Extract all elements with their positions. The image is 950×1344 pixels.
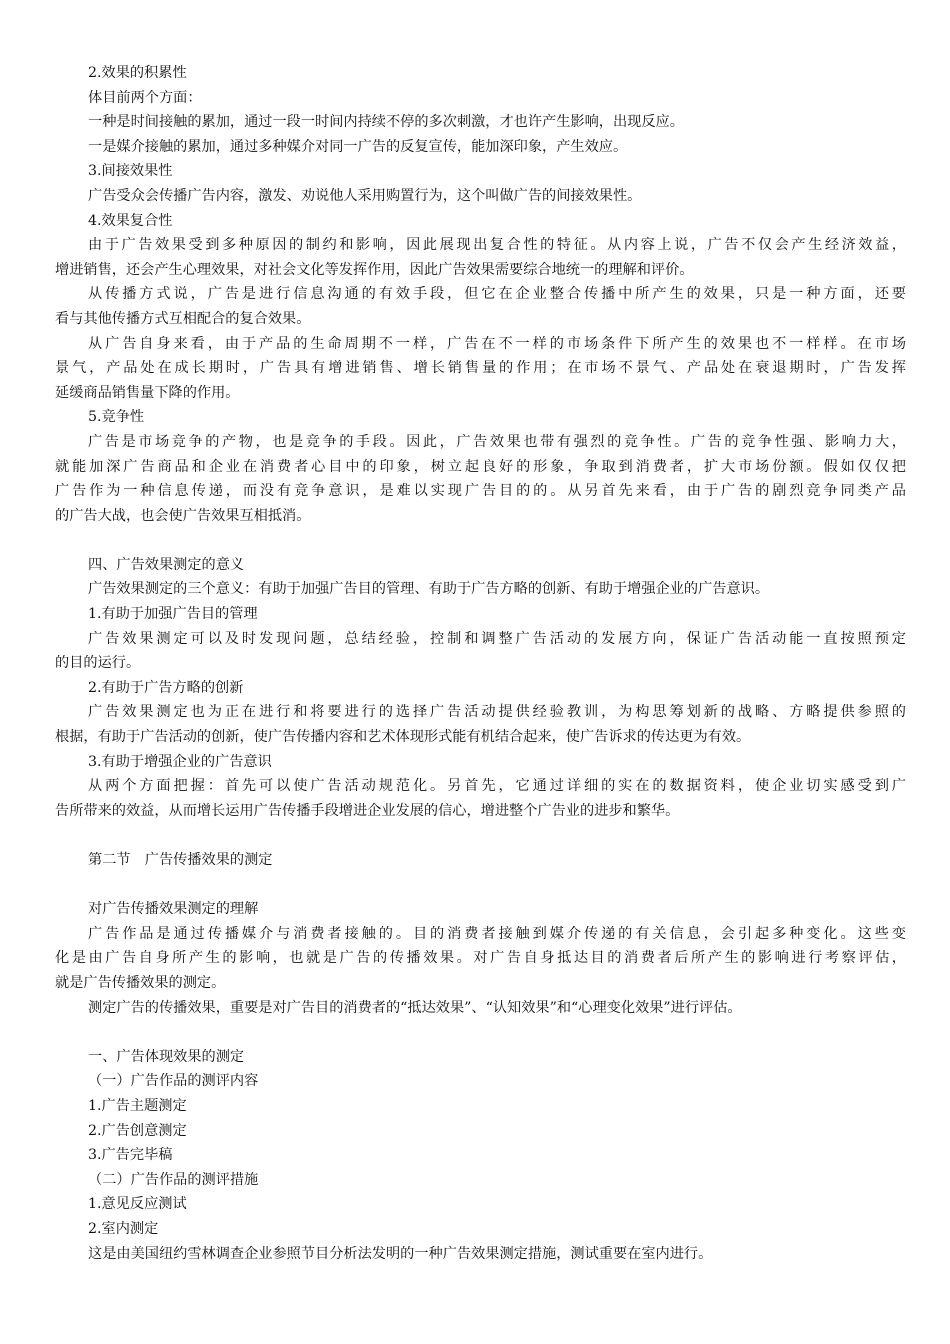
paragraph-line: 广告效果测定也为正在进行和将要进行的选择广告活动提供经验教训，为构思筹划新的战略、方略提供参照的 bbox=[88, 704, 906, 721]
paragraph-compound-factors bbox=[55, 233, 906, 282]
paragraph-line: 延缓商品销售量下降的作用。 bbox=[55, 384, 240, 401]
section-heading-expression-effect: 一、广告体现效果的测定 bbox=[88, 1048, 245, 1065]
list-item: 1.意见反应测试 bbox=[88, 1196, 187, 1213]
paragraph-product-lifecycle bbox=[55, 332, 906, 406]
heading-competitiveness: 5.竞争性 bbox=[88, 409, 145, 426]
list-item: 1.广告主题测定 bbox=[88, 1097, 187, 1114]
list-item: 2.广告创意测定 bbox=[88, 1122, 187, 1139]
paragraph-line: 化是由广告自身所产生的影响，也就是广告的传播效果。对广告自身抵达目的消费者后所产生的影响进行考察评估， bbox=[55, 950, 906, 967]
paragraph-line: 的目的运行。 bbox=[55, 655, 141, 672]
paragraph-target-management bbox=[55, 627, 906, 676]
section-spacer bbox=[55, 823, 906, 848]
paragraph-line: 增进销售，还会产生心理效果，对社会文化等发挥作用，因此广告效果需要综合地统一的理解和评价。 bbox=[55, 261, 694, 278]
paragraph-line: 广告效果测定的三个意义：有助于加强广告目的管理、有助于广告方略的创新、有助于增强企业的广告意识。 bbox=[88, 581, 770, 598]
paragraph-line: 就能加深广告商品和企业在消费者心目中的印象，树立起良好的形象，争取到消费者，扩大市场份额。假如仅仅把 bbox=[55, 458, 906, 475]
section-spacer bbox=[55, 1020, 906, 1045]
paragraph-line: 从传播方式说，广告是进行信息沟通的有效手段，但它在企业整合传播中所产生的效果，只是一种方面，还要 bbox=[88, 286, 906, 303]
chapter-heading-section-two: 第二节 广告传播效果的测定 bbox=[88, 852, 273, 868]
paragraph-line: 根据，有助于广告活动的创新，使广告传播内容和艺术体现形式能有机结合起来，使广告诉求的传达更为有效。 bbox=[55, 729, 751, 746]
list-item: 2.室内测定 bbox=[88, 1220, 159, 1237]
paragraph-line: 体目前两个方面： bbox=[88, 89, 202, 106]
paragraph-line: 广告受众会传播广告内容，激发、劝说他人采用购置行为，这个叫做广告的间接效果性。 bbox=[88, 187, 642, 204]
paragraph-line: 由于广告效果受到多种原因的制约和影响，因此展现出复合性的特征。从内容上说，广告不仅会产生经济效益， bbox=[88, 237, 906, 254]
paragraph-strategy-innovation bbox=[55, 700, 906, 749]
heading-compound-effect: 4.效果复合性 bbox=[88, 212, 173, 229]
paragraph-line: 一是媒介接触的累加，通过多种媒介对同一广告的反复宣传，能加深印象，产生效应。 bbox=[88, 138, 628, 155]
paragraph-line: 的广告大战，也会使广告效果互相抵消。 bbox=[55, 507, 311, 524]
subheading-evaluation-methods: （二）广告作品的测评措施 bbox=[88, 1171, 259, 1188]
paragraph-line: 广告作为一种信息传递，而没有竞争意识，是难以实现广告目的的。从另首先来看，由于广告的剧烈竞争同类产品 bbox=[55, 483, 906, 500]
paragraph-line: 告所带来的效益，从而增长运用广告传播手段增进企业发展的信心，增进整个广告业的进步和繁华。 bbox=[55, 802, 680, 819]
list-item: 3.广告完毕稿 bbox=[88, 1147, 173, 1164]
paragraph-line: 一种是时间接触的累加，通过一段一时间内持续不停的多次刺激，才也许产生影响，出现反应。 bbox=[88, 114, 684, 131]
section-heading-significance: 四、广告效果测定的意义 bbox=[88, 556, 245, 573]
paragraph-line: 广告是市场竞争的产物，也是竞争的手段。因此，广告效果也带有强烈的竞争性。广告的竞争性强、影响力大， bbox=[88, 433, 906, 450]
heading-target-management: 1.有助于加强广告目的管理 bbox=[88, 606, 258, 623]
heading-cumulative-effect: 2.效果的积累性 bbox=[88, 65, 187, 81]
paragraph-line: 从两个方面把握：首先可以使广告活动规范化。另首先，它通过详细的实在的数据资料，使企业切实感受到广 bbox=[88, 778, 906, 795]
paragraph-communication-effect bbox=[55, 922, 906, 996]
paragraph-line: 广告效果测定可以及时发现问题，总结经验，控制和调整广告活动的发展方向，保证广告活动能一直按照预定 bbox=[88, 630, 906, 647]
paragraph-competition bbox=[55, 430, 906, 528]
paragraph-line: 看与其他传播方式互相配合的复合效果。 bbox=[55, 310, 311, 327]
paragraph-line: 广告作品是通过传播媒介与消费者接触的。目的消费者接触到媒介传递的有关信息，会引起多种变化。这些变 bbox=[88, 925, 906, 942]
paragraph-advertising-awareness bbox=[55, 774, 906, 823]
paragraph-line: 从广告自身来看，由于产品的生命周期不一样，广告在不一样的市场条件下所产生的效果也不一样样。在市场 bbox=[88, 335, 906, 352]
section-spacer bbox=[55, 873, 906, 898]
paragraph-line: 就是广告传播效果的测定。 bbox=[55, 974, 226, 991]
paragraph-communication-method bbox=[55, 282, 906, 331]
paragraph-line: 这是由美国纽约雪林调查企业参照节目分析法发明的一种广告效果测定措施，测试重要在室内进行。 bbox=[88, 1245, 713, 1262]
paragraph-line: 测定广告的传播效果，重要是对广告目的消费者的“抵达效果”、“认知效果”和“心理变化效果”进行评估。 bbox=[88, 999, 742, 1016]
heading-understanding: 对广告传播效果测定的理解 bbox=[88, 901, 259, 918]
heading-indirect-effect: 3.间接效果性 bbox=[88, 163, 173, 180]
paragraph-line: 景气，产品处在成长期时，广告具有增进销售、增长销售量的作用；在市场不景气、产品处在衰退期时，广告发挥 bbox=[55, 360, 906, 377]
heading-advertising-awareness: 3.有助于增强企业的广告意识 bbox=[88, 753, 272, 770]
subheading-evaluation-content: （一）广告作品的测评内容 bbox=[88, 1073, 259, 1090]
heading-strategy-innovation: 2.有助于广告方略的创新 bbox=[88, 679, 244, 696]
section-spacer bbox=[55, 528, 906, 553]
